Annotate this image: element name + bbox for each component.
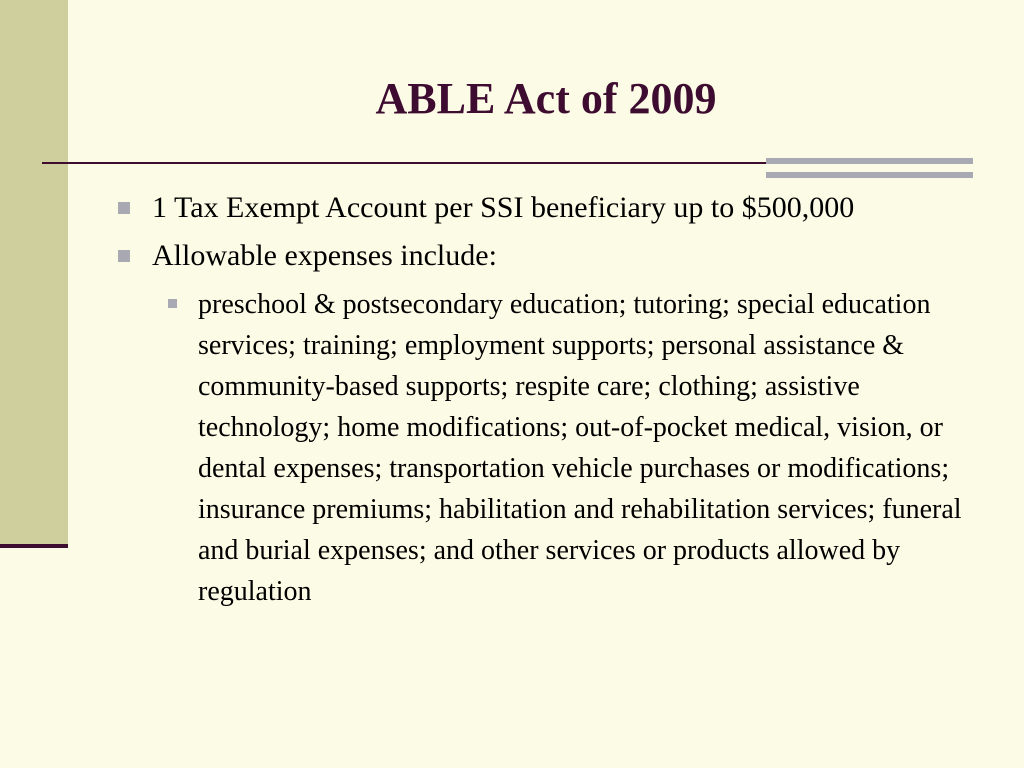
bullet-item xyxy=(112,188,992,228)
title-divider-accent-top xyxy=(766,158,973,164)
title-divider xyxy=(42,162,772,164)
bullet-text: 1 Tax Exempt Account per SSI beneficiary up to $500,000 xyxy=(152,191,855,224)
left-accent-line xyxy=(0,544,68,548)
slide-title: ABLE Act of 2009 xyxy=(375,74,717,123)
square-bullet-icon xyxy=(168,299,177,308)
sub-bullet-item xyxy=(198,284,968,612)
left-accent-bar xyxy=(0,0,68,545)
bullet-text: Allowable expenses include: xyxy=(152,239,497,272)
square-bullet-icon xyxy=(118,250,130,262)
sub-bullet-text: preschool & postsecondary education; tutoring; special education services; training; employment supports; personal assistance & community-based supports; respite care; clothing; assistive technology; home modifications; out-of-pocket medical, vision, or dental expenses; transportation vehicle purchases or modifications; insurance premiums; habilitation and rehabilitation services; funeral and burial expenses; and other services or products allowed by regulation xyxy=(198,289,962,607)
bullet-item xyxy=(112,236,992,276)
slide-body xyxy=(112,188,992,612)
title-divider-accent-bottom xyxy=(766,172,973,178)
square-bullet-icon xyxy=(118,202,130,214)
